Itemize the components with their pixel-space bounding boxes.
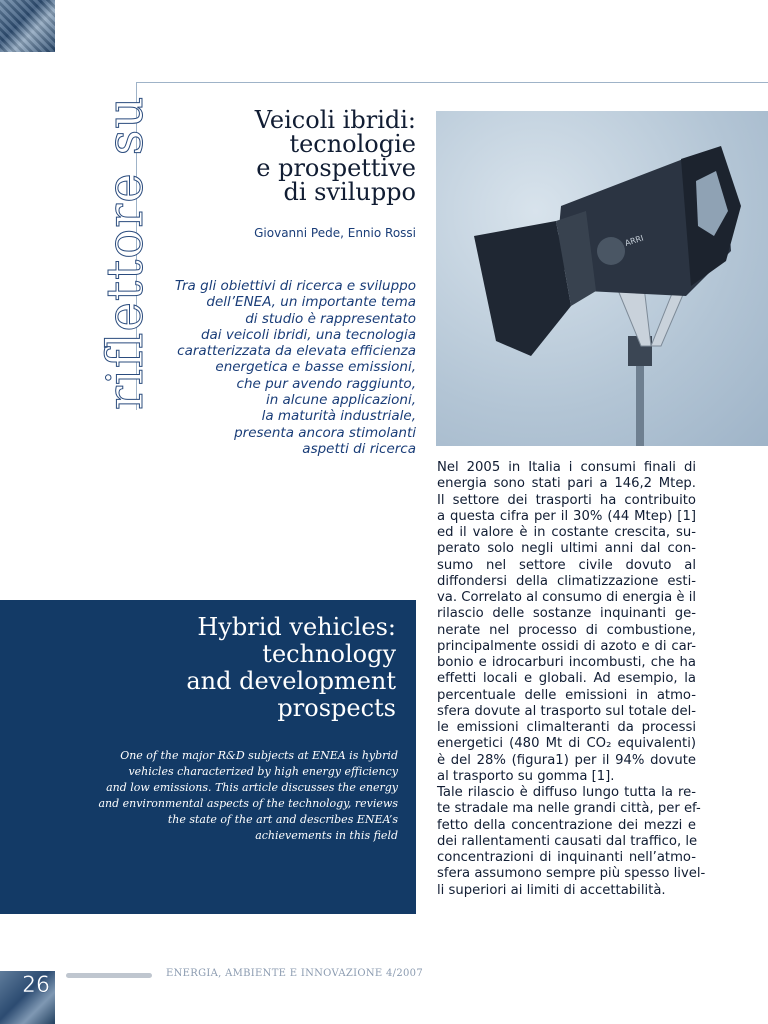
- body-line: Nel 2005 in Italia i consumi finali di: [437, 460, 696, 475]
- body-line: concentrazioni di inquinanti nell’atmo-: [437, 850, 696, 865]
- abstract-en-line: One of the major R&D subjects at ENEA is hybrid: [120, 749, 398, 762]
- abstract-en-line: the state of the art and describes ENEA’s: [167, 813, 398, 826]
- body-line: sumo nel settore civile dovuto al: [437, 557, 696, 573]
- body-line: sfera assumono sempre più spesso livel-: [437, 866, 706, 882]
- abstract-en-line: achievements in this field: [255, 829, 398, 842]
- footer-bar: [66, 973, 152, 978]
- title-en-line: and development prospects: [186, 667, 396, 722]
- body-line: le emissioni climalteranti da processi: [437, 720, 696, 735]
- title-it-line: tecnologie: [289, 130, 416, 158]
- abstract-it-line: energetica e basse emissioni,: [215, 359, 416, 376]
- body-line: energetici (480 Mt di CO₂ equivalenti): [437, 736, 696, 752]
- body-line: li superiori ai limiti di accettabilità.: [437, 882, 666, 898]
- body-text: [437, 460, 706, 899]
- body-line: te stradale ma nelle grandi città, per ef-: [437, 801, 701, 817]
- body-line: energia sono stati pari a 146,2 Mtep.: [437, 476, 696, 492]
- english-summary-box: [0, 600, 416, 914]
- svg-text:ARRI: ARRI: [623, 233, 645, 248]
- abstract-english: [78, 748, 398, 844]
- body-line: perato solo negli ultimi anni dal con-: [437, 541, 696, 557]
- page-number: 26: [22, 973, 50, 998]
- authors: Giovanni Pede, Ennio Rossi: [254, 226, 416, 240]
- abstract-it-line: di studio è rappresentato: [245, 310, 416, 327]
- body-line: percentuale delle emissioni in atmo-: [437, 687, 696, 703]
- abstract-en-line: vehicles characterized by high energy efficiency: [128, 765, 398, 778]
- body-line: bonio e idrocarburi incombusti, che ha: [437, 655, 696, 670]
- body-line: sfera dovute al trasporto sul totale del-: [437, 703, 696, 719]
- body-line: diffondersi della climatizzazione esti-: [437, 573, 696, 589]
- abstract-it-line: dell’ENEA, un importante tema: [206, 294, 416, 311]
- abstract-en-line: and low emissions. This article discusses the energy: [106, 781, 398, 794]
- body-line: Il settore dei trasporti ha contribuito: [437, 492, 696, 508]
- title-it-line: e prospettive: [256, 154, 416, 182]
- abstract-italian: [136, 278, 416, 457]
- spotlight-photo: [436, 111, 768, 446]
- spotlight-illustration: [436, 111, 768, 446]
- body-line: è del 28% (figura1) per il 94% dovute: [437, 752, 696, 768]
- body-line: principalmente ossidi di azoto e di car-: [437, 638, 696, 654]
- body-line: dei rallentamenti causati dal traffico, le: [437, 833, 698, 849]
- title-en-line: Hybrid vehicles:: [197, 613, 396, 641]
- abstract-it-line: aspetti di ricerca: [302, 440, 416, 457]
- corner-photo: [0, 0, 55, 52]
- article-title-italian: [156, 108, 416, 204]
- abstract-it-line: presenta ancora stimolanti: [234, 424, 416, 441]
- body-line: al trasporto su gomma [1].: [437, 768, 615, 784]
- article-title-english: [66, 614, 396, 722]
- abstract-it-line: in alcune applicazioni,: [265, 392, 416, 409]
- title-en-line: technology: [262, 640, 396, 668]
- body-line: fetto della concentrazione dei mezzi e: [437, 817, 696, 833]
- section-rubric: riflettore su: [96, 95, 154, 410]
- abstract-it-line: che pur avendo raggiunto,: [236, 375, 416, 392]
- abstract-it-line: la maturità industriale,: [261, 408, 416, 425]
- body-line: a questa cifra per il 30% (44 Mtep) [1]: [437, 508, 696, 524]
- body-line: nerate nel processo di combustione,: [437, 622, 696, 638]
- header-rule: [136, 82, 768, 83]
- journal-footer: ENERGIA, AMBIENTE E INNOVAZIONE 4/2007: [166, 968, 423, 979]
- abstract-it-line: dai veicoli ibridi, una tecnologia: [200, 326, 416, 343]
- body-line: effetti locali e globali. Ad esempio, la: [437, 671, 696, 687]
- abstract-it-line: caratterizzata da elevata efficienza: [177, 343, 416, 360]
- abstract-en-line: and environmental aspects of the technology, reviews: [98, 797, 398, 810]
- abstract-it-line: Tra gli obiettivi di ricerca e sviluppo: [174, 278, 416, 294]
- body-line: rilascio delle sostanze inquinanti ge-: [437, 606, 696, 622]
- title-it-line: di sviluppo: [283, 178, 416, 206]
- title-it-line: Veicoli ibridi:: [254, 106, 416, 134]
- body-line: Tale rilascio è diffuso lungo tutta la re-: [437, 785, 696, 800]
- body-line: va. Correlato al consumo di energia è il: [437, 590, 697, 605]
- body-line: ed il valore è in costante crescita, su-: [437, 525, 696, 540]
